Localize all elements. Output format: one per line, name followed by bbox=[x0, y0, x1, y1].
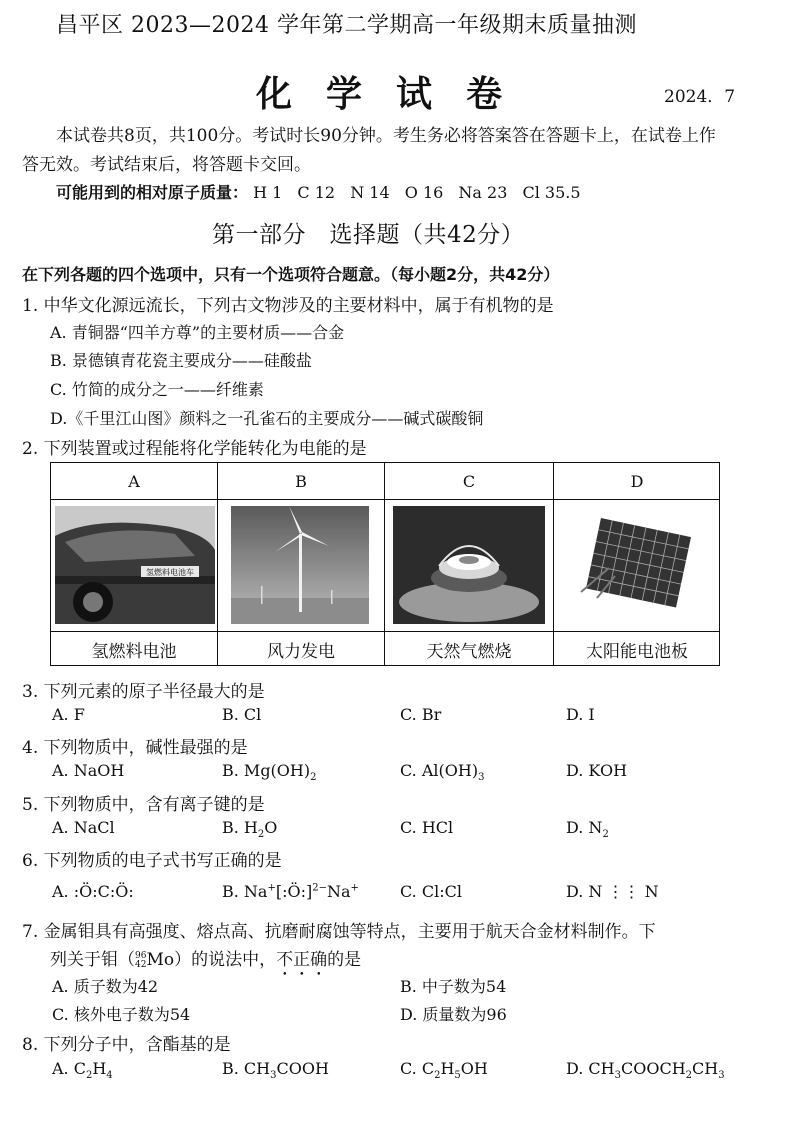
q5-option-b: B. $H_2O$ bbox=[222, 818, 278, 841]
wind-turbine-image bbox=[231, 506, 369, 624]
col-d-header: D bbox=[630, 471, 644, 491]
device-table bbox=[50, 462, 720, 666]
car-badge: 氢燃料电池车 bbox=[146, 568, 194, 577]
q3-option-c: C. Br bbox=[400, 705, 442, 724]
q8-option-b: B. $CH_3COOH$ bbox=[222, 1059, 329, 1082]
gas-stove-image bbox=[393, 506, 545, 624]
caption-c: 天然气燃烧 bbox=[426, 641, 512, 662]
q8-options bbox=[22, 1059, 762, 1083]
q3-option-b: B. Cl bbox=[222, 705, 262, 724]
q7-option-b: B. 中子数为54 bbox=[400, 977, 507, 996]
exam-intro: 本试卷共8页，共100分。考试时长90分钟。考生务必将答案答在答题卡上，在试卷上作答无效。考试结束后，将答题卡交回。 bbox=[22, 126, 716, 175]
q5-option-d: D. $N_2$ bbox=[566, 818, 609, 841]
caption-a: 氢燃料电池 bbox=[91, 641, 177, 662]
q5-option-a: A. NaCl bbox=[52, 818, 115, 837]
q1-option-b: B. 景德镇青花瓷主要成分——硅酸盐 bbox=[50, 351, 312, 370]
q6-options bbox=[22, 882, 762, 906]
mass-cl: Cl 35.5 bbox=[522, 183, 581, 202]
q4-options bbox=[22, 761, 762, 785]
q3-option-a: A. F bbox=[52, 705, 85, 724]
q5-stem: 5. 下列物质中，含有离子键的是 bbox=[22, 795, 265, 815]
q8-stem: 8. 下列分子中，含酯基的是 bbox=[22, 1035, 231, 1055]
q4-stem: 4. 下列物质中，碱性最强的是 bbox=[22, 738, 248, 758]
not-correct-emphasis: 不正确 bbox=[276, 950, 328, 970]
exam-date: 2024．7 bbox=[664, 87, 736, 107]
caption-b: 风力发电 bbox=[267, 641, 335, 662]
solar-panel-image bbox=[563, 506, 713, 624]
q1-option-d: D.《千里江山图》颜料之一孔雀石的主要成分——碱式碳酸铜 bbox=[50, 409, 484, 428]
device-table-header bbox=[51, 463, 719, 500]
q5-options bbox=[22, 818, 762, 842]
q6-option-d: D. N ⋮⋮ N bbox=[566, 882, 659, 901]
q1-stem: 1. 中华文化源远流长，下列古文物涉及的主要材料中，属于有机物的是 bbox=[22, 296, 554, 316]
q7-stem-line1: 7. 金属钼具有高强度、熔点高、抗磨耐腐蚀等特点，主要用于航天合金材料制作。下 bbox=[22, 922, 656, 942]
q4-option-a: A. NaOH bbox=[52, 761, 125, 780]
section-heading: 第一部分 选择题（共42分） bbox=[212, 222, 525, 248]
mass-o: O 16 bbox=[404, 183, 444, 202]
q3-option-d: D. I bbox=[566, 705, 595, 724]
q4-option-c: C. $Al(OH)_3$ bbox=[400, 761, 485, 784]
mass-h: H 1 bbox=[253, 183, 283, 202]
q7-option-a: A. 质子数为42 bbox=[52, 977, 159, 996]
q4-option-d: D. KOH bbox=[566, 761, 628, 780]
page-title: 化学试卷 bbox=[256, 73, 537, 115]
q8-option-c: C. $C_2H_5OH$ bbox=[400, 1059, 488, 1082]
q1-option-a: A. 青铜器“四羊方尊”的主要材质——合金 bbox=[50, 323, 345, 342]
q8-option-a: A. $C_2H_4$ bbox=[52, 1059, 113, 1082]
atomic-masses bbox=[56, 180, 591, 203]
mass-c: C 12 bbox=[297, 183, 336, 202]
mass-na: Na 23 bbox=[458, 183, 508, 202]
q6-option-b: B. Na+[:Ö:]$^{2-}$Na+ bbox=[222, 882, 359, 901]
q6-option-c: C. Cl:Cl bbox=[400, 882, 462, 901]
atomic-masses-label: 可能用到的相对原子质量： bbox=[56, 183, 249, 202]
q3-stem: 3. 下列元素的原子半径最大的是 bbox=[22, 682, 265, 702]
col-a-header: A bbox=[128, 471, 140, 491]
q1-option-c: C. 竹简的成分之一——纤维素 bbox=[50, 380, 264, 399]
fuel-cell-car-image bbox=[55, 506, 215, 624]
mass-n: N 14 bbox=[350, 183, 390, 202]
q6-option-a: A. :Ö:C:Ö: bbox=[52, 882, 134, 901]
caption-d: 太阳能电池板 bbox=[586, 641, 688, 662]
q7-stem-line2: 列关于钼（ 96 42 Mo）的说法中，不正确的是 bbox=[50, 950, 362, 970]
col-b-header: B bbox=[295, 471, 307, 491]
q7-option-d: D. 质量数为96 bbox=[400, 1005, 507, 1024]
q6-stem: 6. 下列物质的电子式书写正确的是 bbox=[22, 851, 282, 871]
q2-stem: 2. 下列装置或过程能将化学能转化为电能的是 bbox=[22, 439, 367, 459]
q5-option-c: C. HCl bbox=[400, 818, 454, 837]
q7-options-row2 bbox=[22, 1002, 762, 1026]
q8-option-d: D. $CH_3COOCH_2CH_3$ bbox=[566, 1059, 725, 1082]
q4-option-b: B. $Mg(OH)_2$ bbox=[222, 761, 317, 784]
col-c-header: C bbox=[462, 471, 476, 491]
section-instructions: 在下列各题的四个选项中，只有一个选项符合题意。（每小题2分，共42分） bbox=[22, 265, 560, 284]
q7-options-row1 bbox=[22, 974, 762, 998]
device-table-captions bbox=[51, 631, 719, 666]
exam-header: 昌平区 2023—2024 学年第二学期高一年级期末质量抽测 bbox=[56, 13, 637, 38]
q3-options bbox=[22, 705, 762, 729]
q7-option-c: C. 核外电子数为54 bbox=[52, 1005, 191, 1024]
